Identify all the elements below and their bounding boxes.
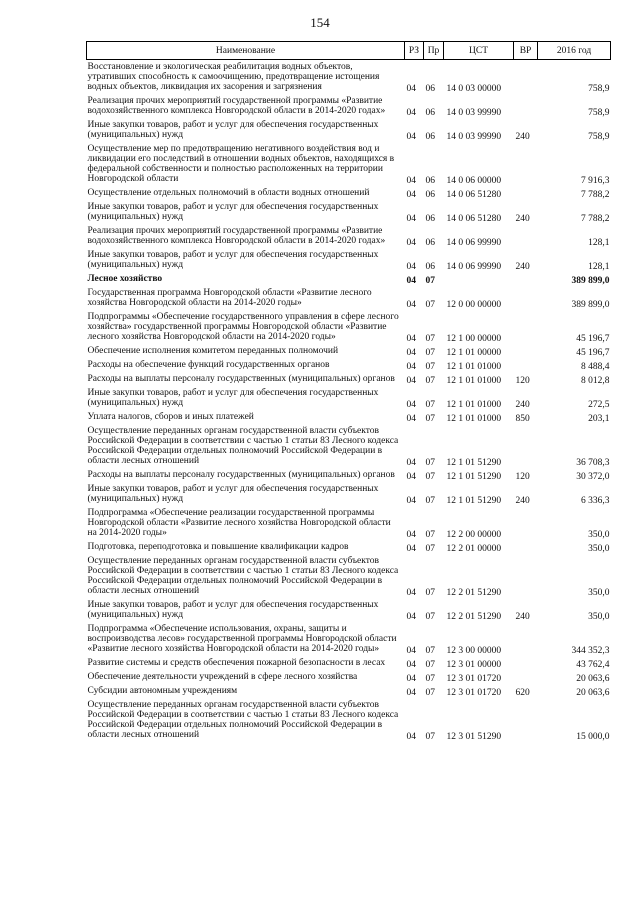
row-cst: 12 1 01 00000 — [446, 348, 502, 358]
row-cst: 12 2 01 51290 — [446, 612, 502, 622]
row-vr: 120 — [515, 376, 530, 386]
row-rz: 04 — [406, 348, 416, 358]
row-pr: 07 — [425, 362, 435, 372]
row-rz: 04 — [406, 612, 416, 622]
row-pr: 07 — [425, 334, 435, 344]
row-cst: 12 1 01 51290 — [446, 472, 502, 482]
row-rz: 04 — [406, 472, 416, 482]
row-vr — [514, 286, 538, 310]
row-cst: 12 2 00 00000 — [446, 530, 502, 540]
row-pr: 06 — [425, 238, 435, 248]
row-cst: 14 0 03 99990 — [446, 132, 502, 142]
row-pr: 07 — [425, 376, 435, 386]
row-vr — [514, 698, 538, 742]
row-vr: 240 — [515, 496, 530, 506]
row-name: Субсидии автономным учреждениям — [87, 686, 238, 696]
header-cst: ЦСТ — [444, 42, 514, 60]
row-rz: 04 — [406, 496, 416, 506]
row-pr: 07 — [425, 414, 435, 424]
row-name: Иные закупки товаров, работ и услуг для обеспечения государственных (муниципальных) нужд — [87, 250, 379, 270]
row-vr: 240 — [515, 262, 530, 272]
row-vr — [514, 142, 538, 186]
row-amount: 15 000,0 — [576, 732, 610, 742]
row-pr: 07 — [425, 732, 435, 742]
table-row — [87, 372, 611, 386]
table-row — [87, 224, 611, 248]
row-vr: 850 — [515, 414, 530, 424]
row-rz: 04 — [406, 108, 416, 118]
row-pr: 07 — [425, 276, 435, 286]
row-pr: 07 — [425, 688, 435, 698]
table-row — [87, 540, 611, 554]
row-name: Иные закупки товаров, работ и услуг для обеспечения государственных (муниципальных) нужд — [87, 600, 379, 620]
row-vr: 120 — [515, 472, 530, 482]
row-amount: 7 788,2 — [581, 190, 610, 200]
row-cst: 12 2 01 00000 — [446, 544, 502, 554]
row-name: Иные закупки товаров, работ и услуг для обеспечения государственных (муниципальных) нужд — [87, 202, 379, 222]
row-amount: 128,1 — [588, 238, 610, 248]
table-row — [87, 94, 611, 118]
row-amount: 758,9 — [588, 132, 610, 142]
row-cst: 12 1 01 01000 — [446, 400, 502, 410]
row-amount: 20 063,6 — [576, 688, 610, 698]
row-name: Уплата налогов, сборов и иных платежей — [87, 412, 254, 422]
row-amount: 30 372,0 — [576, 472, 610, 482]
row-amount: 128,1 — [588, 262, 610, 272]
row-name: Обеспечение деятельности учреждений в сфере лесного хозяйства — [87, 672, 358, 682]
row-name: Подпрограмма «Обеспечение использования, охраны, защиты и воспроизводства лесов» государственной программы Новгородской области «Развитие лесного хозяйства Новгородской области на 2014-2020 годы» — [87, 624, 397, 654]
row-rz: 04 — [406, 674, 416, 684]
row-name: Иные закупки товаров, работ и услуг для обеспечения государственных (муниципальных) нужд — [87, 388, 379, 408]
row-pr: 06 — [425, 84, 435, 94]
row-vr: 240 — [515, 132, 530, 142]
row-rz: 04 — [406, 214, 416, 224]
table-row — [87, 118, 611, 142]
row-rz: 04 — [406, 238, 416, 248]
row-cst: 12 3 01 51290 — [446, 732, 502, 742]
row-amount: 350,0 — [588, 612, 610, 622]
table-row — [87, 482, 611, 506]
table-row — [87, 506, 611, 540]
row-cst: 12 3 01 01720 — [446, 688, 502, 698]
row-pr: 07 — [425, 472, 435, 482]
row-vr: 240 — [515, 400, 530, 410]
row-rz: 04 — [406, 190, 416, 200]
row-cst — [444, 272, 514, 286]
row-rz: 04 — [406, 334, 416, 344]
row-name: Расходы на выплаты персоналу государственных (муниципальных) органов — [87, 374, 395, 384]
row-pr: 06 — [425, 132, 435, 142]
row-name: Подготовка, переподготовка и повышение квалификации кадров — [87, 542, 349, 552]
row-pr: 06 — [425, 214, 435, 224]
row-amount: 389 899,0 — [571, 276, 610, 286]
table-row — [87, 248, 611, 272]
table-row — [87, 60, 611, 95]
row-rz: 04 — [406, 84, 416, 94]
row-rz: 04 — [406, 132, 416, 142]
table-row — [87, 272, 611, 286]
table-row — [87, 310, 611, 344]
row-pr: 07 — [425, 496, 435, 506]
row-pr: 06 — [425, 262, 435, 272]
row-vr — [514, 60, 538, 95]
table-row — [87, 358, 611, 372]
row-name: Государственная программа Новгородской области «Развитие лесного хозяйства Новгородской области на 2014-2020 годы» — [87, 288, 372, 308]
page-number: 154 — [310, 15, 330, 30]
table-row — [87, 622, 611, 656]
row-cst: 12 1 00 00000 — [446, 334, 502, 344]
row-vr — [514, 506, 538, 540]
table-row — [87, 698, 611, 742]
row-vr — [514, 554, 538, 598]
row-name: Лесное хозяйство — [87, 274, 163, 284]
row-amount: 7 788,2 — [581, 214, 610, 224]
table-row — [87, 410, 611, 424]
row-amount: 389 899,0 — [571, 300, 610, 310]
row-amount: 203,1 — [588, 414, 610, 424]
row-cst: 14 0 03 00000 — [446, 84, 502, 94]
row-cst: 12 1 01 51290 — [446, 496, 502, 506]
row-amount: 36 708,3 — [576, 458, 610, 468]
row-name: Восстановление и экологическая реабилитация водных объектов, утративших способность к самоочищению, предотвращение истощения водных объектов, ликвидация их засорения и загрязнения — [87, 62, 380, 92]
row-name: Осуществление отдельных полномочий в области водных отношений — [87, 188, 370, 198]
row-amount: 6 336,3 — [581, 496, 610, 506]
row-vr: 620 — [515, 688, 530, 698]
table-row — [87, 554, 611, 598]
row-cst: 14 0 06 99990 — [446, 238, 502, 248]
row-cst: 12 1 01 01000 — [446, 376, 502, 386]
row-vr — [514, 94, 538, 118]
row-vr — [514, 344, 538, 358]
row-amount: 758,9 — [588, 84, 610, 94]
row-cst: 14 0 06 99990 — [446, 262, 502, 272]
row-amount: 8 012,8 — [581, 376, 610, 386]
header-vr: ВР — [514, 42, 538, 60]
row-amount: 272,5 — [588, 400, 610, 410]
row-name: Осуществление мер по предотвращению негативного воздействия вод и ликвидации его последствий в отношении водных объектов, находящихся в федеральной собственности и полностью расположенных на территории Новгородской области — [87, 144, 395, 184]
row-cst: 12 1 01 01000 — [446, 414, 502, 424]
row-name: Реализация прочих мероприятий государственной программы «Развитие водохозяйственного комплекса Новгородской области в 2014-2020 годах» — [87, 226, 386, 246]
row-vr — [514, 310, 538, 344]
row-pr: 06 — [425, 108, 435, 118]
row-name: Реализация прочих мероприятий государственной программы «Развитие водохозяйственного комплекса Новгородской области в 2014-2020 годах» — [87, 96, 386, 116]
header-pr: Пр — [424, 42, 444, 60]
row-cst: 12 2 01 51290 — [446, 588, 502, 598]
row-rz: 04 — [406, 262, 416, 272]
row-pr: 07 — [425, 544, 435, 554]
table-row — [87, 142, 611, 186]
row-vr — [514, 186, 538, 200]
row-pr: 06 — [425, 176, 435, 186]
row-cst: 12 1 01 01000 — [446, 362, 502, 372]
table-header-row — [87, 42, 611, 60]
row-pr: 07 — [425, 400, 435, 410]
row-cst: 12 1 01 51290 — [446, 458, 502, 468]
row-rz: 04 — [406, 276, 416, 286]
row-rz: 04 — [406, 732, 416, 742]
row-cst: 14 0 06 00000 — [446, 176, 502, 186]
row-rz: 04 — [406, 400, 416, 410]
row-cst: 14 0 06 51280 — [446, 190, 502, 200]
row-pr: 07 — [425, 674, 435, 684]
row-rz: 04 — [406, 176, 416, 186]
row-amount: 45 196,7 — [576, 348, 610, 358]
row-pr: 07 — [425, 660, 435, 670]
row-amount: 758,9 — [588, 108, 610, 118]
table-row — [87, 684, 611, 698]
row-amount: 7 916,3 — [581, 176, 610, 186]
table-row — [87, 286, 611, 310]
row-name: Осуществление переданных органам государственной власти субъектов Российской Федерации в соответствии с частью 1 статьи 83 Лесного кодекса Российской Федерации отдельных полномочий Российской Федерации в области лесных отношений — [87, 700, 399, 740]
row-pr: 07 — [425, 588, 435, 598]
header-year: 2016 год — [538, 42, 611, 60]
row-vr — [514, 656, 538, 670]
row-rz: 04 — [406, 362, 416, 372]
row-name: Развитие системы и средств обеспечения пожарной безопасности в лесах — [87, 658, 386, 668]
row-name: Подпрограммы «Обеспечение государственного управления в сфере лесного хозяйства» государственной программы Новгородской области «Развитие лесного хозяйства Новгородской области на 2014-2020 годы» — [87, 312, 399, 342]
row-cst: 12 3 01 00000 — [446, 660, 502, 670]
row-amount: 350,0 — [588, 544, 610, 554]
row-name: Осуществление переданных органам государственной власти субъектов Российской Федерации в соответствии с частью 1 статьи 83 Лесного кодекса Российской Федерации отдельных полномочий Российской Федерации в области лесных отношений — [87, 556, 399, 596]
row-pr: 07 — [425, 348, 435, 358]
row-cst: 14 0 03 99990 — [446, 108, 502, 118]
row-cst: 12 3 01 01720 — [446, 674, 502, 684]
table-row — [87, 656, 611, 670]
row-rz: 04 — [406, 300, 416, 310]
row-vr — [514, 424, 538, 468]
row-vr — [514, 622, 538, 656]
row-rz: 04 — [406, 458, 416, 468]
budget-table — [86, 41, 611, 742]
row-name: Иные закупки товаров, работ и услуг для обеспечения государственных (муниципальных) нужд — [87, 484, 379, 504]
row-pr: 06 — [425, 190, 435, 200]
row-vr — [514, 358, 538, 372]
table-body — [87, 60, 611, 743]
row-vr — [514, 272, 538, 286]
row-rz: 04 — [406, 688, 416, 698]
table-row — [87, 344, 611, 358]
row-cst: 12 3 00 00000 — [446, 646, 502, 656]
row-amount: 45 196,7 — [576, 334, 610, 344]
row-amount: 20 063,6 — [576, 674, 610, 684]
row-amount: 43 762,4 — [576, 660, 610, 670]
row-name: Обеспечение исполнения комитетом переданных полномочий — [87, 346, 339, 356]
table-row — [87, 468, 611, 482]
table-row — [87, 598, 611, 622]
row-amount: 350,0 — [588, 588, 610, 598]
row-pr: 07 — [425, 646, 435, 656]
table-row — [87, 386, 611, 410]
row-rz: 04 — [406, 530, 416, 540]
row-vr: 240 — [515, 214, 530, 224]
row-name: Расходы на выплаты персоналу государственных (муниципальных) органов — [87, 470, 395, 480]
table-row — [87, 200, 611, 224]
row-rz: 04 — [406, 544, 416, 554]
row-rz: 04 — [406, 660, 416, 670]
row-pr: 07 — [425, 530, 435, 540]
row-rz: 04 — [406, 376, 416, 386]
row-rz: 04 — [406, 414, 416, 424]
row-rz: 04 — [406, 588, 416, 598]
row-name: Расходы на обеспечение функций государственных органов — [87, 360, 330, 370]
row-vr — [514, 540, 538, 554]
header-rz: РЗ — [405, 42, 424, 60]
row-amount: 8 488,4 — [581, 362, 610, 372]
row-name: Иные закупки товаров, работ и услуг для обеспечения государственных (муниципальных) нужд — [87, 120, 379, 140]
row-vr — [514, 224, 538, 248]
row-cst: 14 0 06 51280 — [446, 214, 502, 224]
table-row — [87, 424, 611, 468]
header-name: Наименование — [87, 42, 405, 60]
table-row — [87, 186, 611, 200]
row-pr: 07 — [425, 612, 435, 622]
row-name: Осуществление переданных органам государственной власти субъектов Российской Федерации в соответствии с частью 1 статьи 83 Лесного кодекса Российской Федерации отдельных полномочий Российской Федерации в области лесных отношений — [87, 426, 399, 466]
row-pr: 07 — [425, 458, 435, 468]
table-row — [87, 670, 611, 684]
row-pr: 07 — [425, 300, 435, 310]
row-vr — [514, 670, 538, 684]
row-amount: 344 352,3 — [571, 646, 610, 656]
row-amount: 350,0 — [588, 530, 610, 540]
row-name: Подпрограмма «Обеспечение реализации государственной программы Новгородской области «Развитие лесного хозяйства Новгородской области на 2014-2020 годы» — [87, 508, 391, 538]
row-rz: 04 — [406, 646, 416, 656]
row-cst: 12 0 00 00000 — [446, 300, 502, 310]
row-vr: 240 — [515, 612, 530, 622]
